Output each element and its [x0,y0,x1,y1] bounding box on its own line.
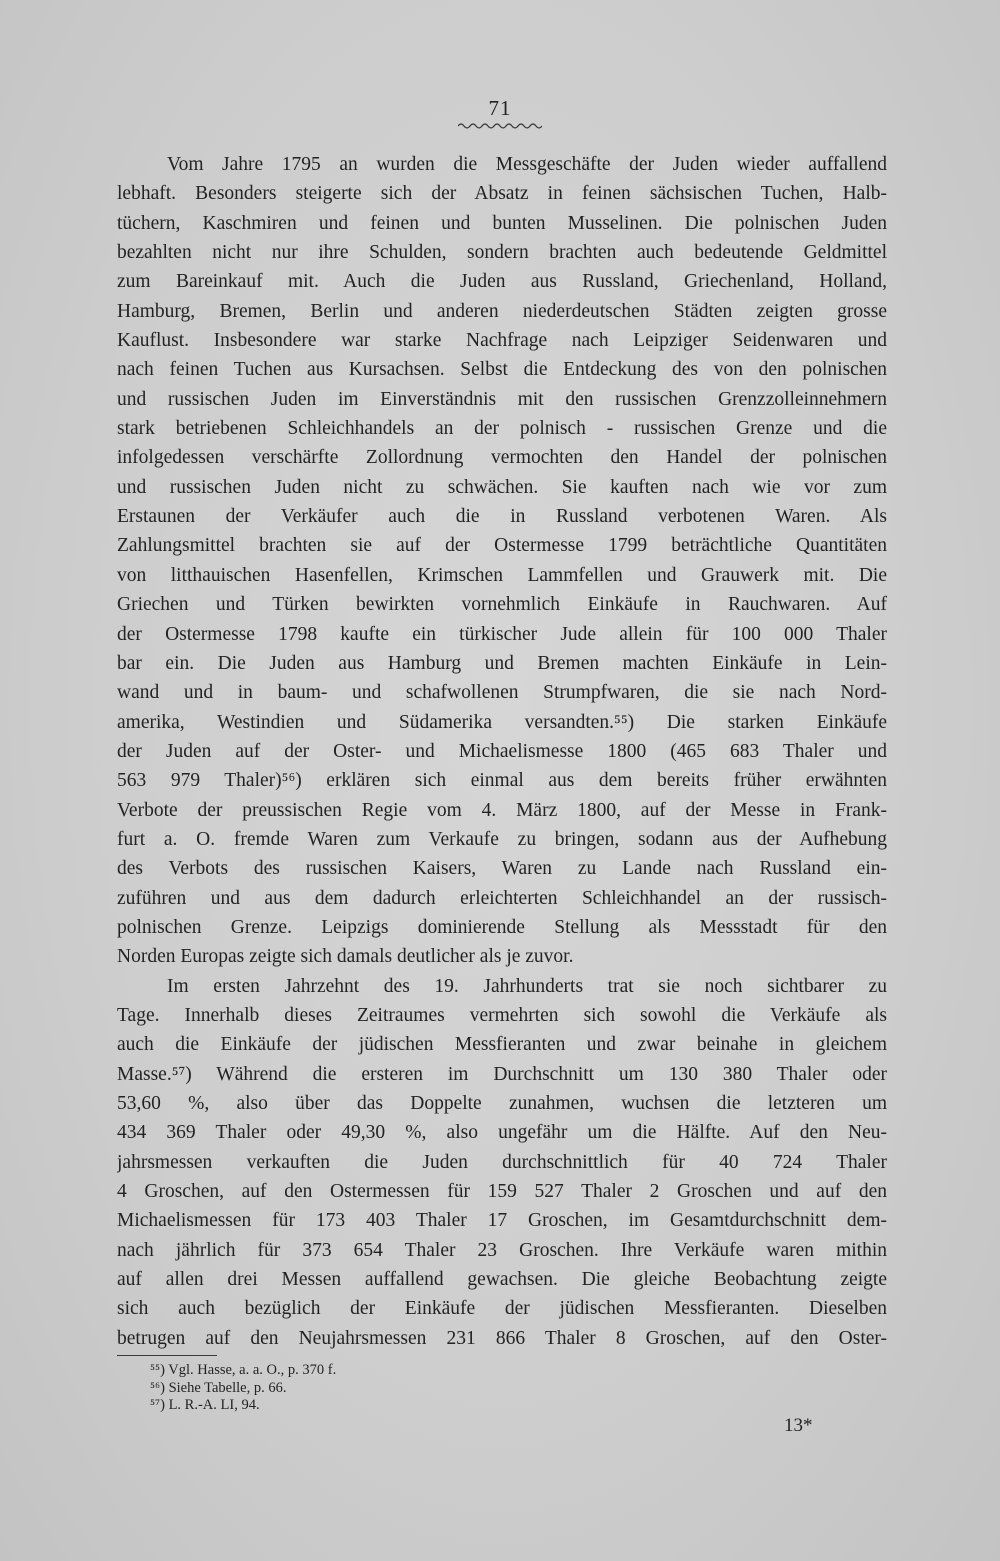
text-line: betrugen auf den Neujahrsmessen 231 866 Thaler 8 Groschen, auf den Oster- [117,1327,887,1349]
signature-mark: 13* [784,1415,813,1436]
body-text [117,150,887,1353]
text-line: auf allen drei Messen auffallend gewachsen. Die gleiche Beobachtung zeigte [117,1269,887,1291]
text-line: Im ersten Jahrzehnt des 19. Jahrhunderts trat sie noch sichtbarer zu [167,975,887,997]
footnotes [150,1362,650,1415]
text-line: 4 Groschen, auf den Ostermessen für 159 527 Thaler 2 Groschen und auf den [117,1181,887,1203]
text-line: nach jährlich für 373 654 Thaler 23 Groschen. Ihre Verkäufe waren mithin [117,1239,887,1261]
text-line: tüchern, Kaschmiren und feinen und bunten Musselinen. Die polnischen Juden [117,212,887,234]
text-line: des Verbots des russischen Kaisers, Waren zu Lande nach Russland ein- [117,858,887,880]
text-line: bezahlten nicht nur ihre Schulden, sondern brachten auch bedeutende Geldmittel [117,242,887,264]
text-line: auch die Einkäufe der jüdischen Messfieranten und zwar beinahe in gleichem [117,1034,887,1056]
text-line: Griechen und Türken bewirkten vornehmlich Einkäufe in Rauchwaren. Auf [117,594,887,616]
text-line: von litthauischen Hasenfellen, Krimschen Lammfellen und Grauwerk mit. Die [117,564,887,586]
text-line: 53,60 %, also über das Doppelte zunahmen, wuchsen die letzteren um [117,1093,887,1114]
text-line: Tage. Innerhalb dieses Zeitraumes vermehrten sich sowohl die Verkäufe als [117,1004,887,1026]
text-line: furt a. O. fremde Waren zum Verkaufe zu bringen, sodann aus der Aufhebung [117,828,887,850]
text-line: wand und in baum- und schafwollenen Strumpfwaren, die sie nach Nord- [117,682,887,704]
text-line: sich auch bezüglich der Einkäufe der jüdischen Messfieranten. Dieselben [117,1298,887,1320]
text-line: Masse.⁵⁷) Während die ersteren im Durchschnitt um 130 380 Thaler oder [117,1063,887,1085]
footnote-item: ⁵⁶) Siehe Tabelle, p. 66. [150,1379,287,1396]
text-line: stark betriebenen Schleichhandels an der polnisch - russischen Grenze und die [117,418,887,440]
footnote-item: ⁵⁵) Vgl. Hasse, a. a. O., p. 370 f. [150,1362,337,1378]
text-line: infolgedessen verschärfte Zollordnung vermochten den Handel der polnischen [117,447,887,469]
text-line: Verbote der preussischen Regie vom 4. März 1800, auf der Messe in Frank- [117,799,887,821]
text-line: lebhaft. Besonders steigerte sich der Absatz in feinen sächsischen Tuchen, Halb- [117,183,887,205]
text-line: nach feinen Tuchen aus Kursachsen. Selbst die Entdeckung des von den polnischen [117,359,887,381]
text-line: Hamburg, Bremen, Berlin und anderen niederdeutschen Städten zeigten grosse [117,300,887,322]
page-number: 71 [488,96,512,120]
text-line: bar ein. Die Juden aus Hamburg und Bremen machten Einkäufe in Lein- [117,652,887,674]
text-line: polnischen Grenze. Leipzigs dominierende Stellung als Messstadt für den [117,916,887,938]
text-line: amerika, Westindien und Südamerika versandten.⁵⁵) Die starken Einkäufe [117,711,887,733]
text-line: Kauflust. Insbesondere war starke Nachfrage nach Leipziger Seidenwaren und [117,330,887,352]
footnote-item: ⁵⁷) L. R.-A. LI, 94. [150,1397,260,1413]
text-line: der Juden auf der Oster- und Michaelismesse 1800 (465 683 Thaler und [117,740,887,762]
text-line: zum Bareinkauf mit. Auch die Juden aus Russland, Griechenland, Holland, [117,271,887,293]
footnote-separator [117,1355,217,1356]
text-line: der Ostermesse 1798 kaufte ein türkischer Jude allein für 100 000 Thaler [117,623,887,645]
text-line: jahrsmessen verkauften die Juden durchschnittlich für 40 724 Thaler [117,1151,887,1173]
text-line: 563 979 Thaler)⁵⁶) erklären sich einmal aus dem bereits früher erwähnten [117,770,887,792]
text-line: 434 369 Thaler oder 49,30 %, also ungefähr um die Hälfte. Auf den Neu- [117,1122,887,1144]
text-line: zuführen und aus dem dadurch erleichterten Schleichhandel an der russisch- [117,887,887,909]
text-line: Vom Jahre 1795 an wurden die Messgeschäfte der Juden wieder auffallend [167,154,887,175]
text-line: und russischen Juden nicht zu schwächen. Sie kauften nach wie vor zum [117,476,887,498]
text-line: Zahlungsmittel brachten sie auf der Ostermesse 1799 beträchtliche Quantitäten [117,535,887,557]
text-line: Erstaunen der Verkäufer auch die in Russland verbotenen Waren. Als [117,506,887,528]
text-line: Norden Europas zeigte sich damals deutlicher als je zuvor. [117,946,574,968]
text-line: und russischen Juden im Einverständnis mit den russischen Grenzzolleinnehmern [117,388,887,410]
text-line: Michaelismessen für 173 403 Thaler 17 Groschen, im Gesamtdurchschnitt dem- [117,1210,887,1232]
wavy-underline-ornament [458,122,542,130]
